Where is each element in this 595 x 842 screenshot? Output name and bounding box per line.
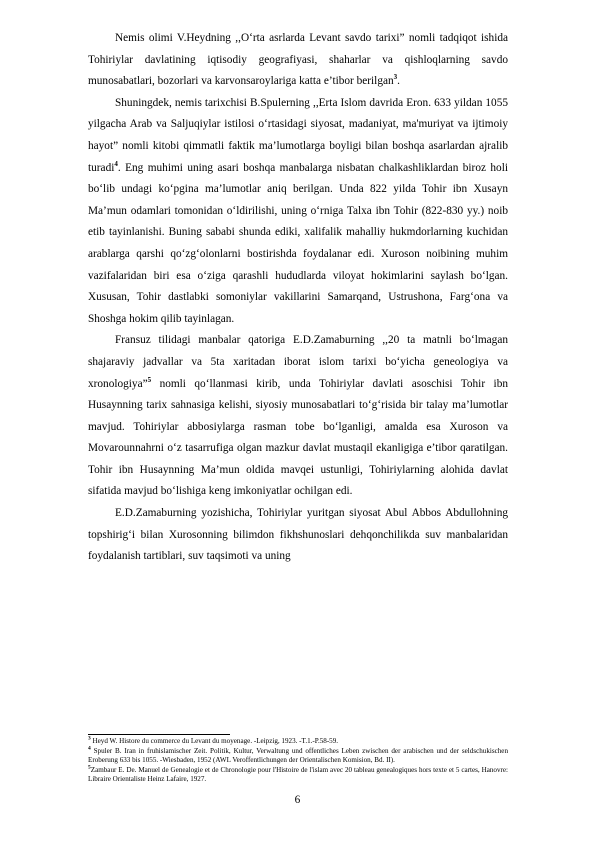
footnotes	[88, 737, 508, 785]
footnote-mark: 5	[88, 764, 91, 771]
footnote-3	[88, 737, 508, 746]
paragraph-text: . Eng muhimi uning asari boshqa manbalarga nisbatan chalkashliklardan biroz holi boʻlib undagi koʻpgina ma’lumotlar aniq berilgan. Unda 822 yilda Tohir ibn Xusayn Ma’mun odamlari tomonidan oʻldirilishi, uning oʻrniga Talxa ibn Tohir (822-830 yy.) noib etib tayinlanishi. Buning sababi shunda ediki, xalifalik mahalliy hukmdorlarning kuchidan arablarga qarshi qoʻzgʻolonlarni bostirishda foydalanar edi. Xuroson noibining muhim vazifalaridan biri esa oʻziga qarashli hududlarda viloyat hokimlarini saylash boʻlgan. Xususan, Tohir dastlabki somoniylar vakillarini Samarqand, Ustrushona, Fargʻona va Shoshga hokim qilib tayinlagan.	[88, 161, 508, 325]
page-number: 6	[294, 794, 301, 806]
footnote-4	[88, 747, 508, 766]
footnote-text: Zambaur E. De. Manuel de Genealogie et de Chronologie pour l'Histoire de l'islam avec 20 tableau genealogiques hors texte et 5 cartes, Hanovre: Libraire Orientaliste Heinz Lafaire, 1927.	[88, 766, 508, 784]
paragraph-text: Nemis olimi V.Heydning ,,Oʻrta asrlarda Levant savdo tarixi” nomli tadqiqot ishida Tohiriylar davlatining iqtisodiy geografiyasi, shaharlar va qishloqlarning savdo munosabatlari, bozorlari va karvonsaroylariga katta e’tibor berilgan	[88, 32, 508, 88]
paragraph-heyd	[88, 28, 508, 93]
paragraph-text: Fransuz tilidagi manbalar qatoriga E.D.Zamaburning ,,20 ta matnli boʻlmagan shajaraviy jadvallar va 5ta xaritadan iborat islom tarixi boʻyicha geneologiya va xronologiya”	[88, 334, 508, 390]
paragraph-zambaur-continued	[88, 503, 508, 568]
paragraph-text: .	[397, 75, 400, 88]
footnote-mark: 4	[88, 745, 91, 752]
footnote-mark: 3	[88, 735, 91, 742]
paragraph-text: Shuningdek, nemis tarixchisi B.Spulerning ,,Erta Islom davrida Eron. 633 yildan 1055 yilgacha Arab va Saljuqiylar istilosi oʻrtasidagi siyosat, madaniyat, ma'muriyat va ijtimoiy hayot” nomli kitobi qimmatli faktik ma’lumotlarga boyligi bilan boshqa asarlardan ajralib turadi	[88, 96, 508, 174]
paragraph-text: nomli qoʻllanmasi kirib, unda Tohiriylar davlati asoschisi Tohir ibn Husaynning tarix sahnasiga kelishi, siyosiy munosabatlari toʻgʻrisida bir talay ma’lumotlar mavjud. Tohiriylar abbosiylarga rasman tobe boʻlganligi, amalda esa Xuroson va Movarounnahrni oʻz tasarrufiga olgan mazkur davlat mustaqil ekanligiga e’tibor qaratilgan. Tohir ibn Husaynning Ma’mun oldida mavqei ustunligi, Tohiriylarning alohida davlat sifatida mavjud boʻlishiga keng imkoniyatlar ochilgan edi.	[88, 377, 508, 498]
paragraph-text: E.D.Zamaburning yozishicha, Tohiriylar yuritgan siyosat Abul Abbos Abdullohning topshirigʻi bilan Xurosonning bilimdon fikhshunoslari dehqonchilikda suv manbalaridan foydalanish tartiblari, suv taqsimoti va uning	[88, 507, 508, 563]
footnote-text: Spuler B. Iran in fruhislamischer Zeit. Politik, Kultur, Verwaltung und offentliches Leben zwischen der arabischen und der seldschukischen Eroberung 633 bis 1055. -Wiesbaden, 1952 (AWL Veroffentlichungen der Orientalischen Komision, Bd. II).	[88, 746, 508, 765]
paragraph-zambaur	[88, 330, 508, 503]
footnote-separator	[88, 734, 230, 735]
footnote-ref-4: 4	[114, 159, 118, 168]
paragraph-spuler	[88, 93, 508, 331]
footnote-5	[88, 766, 508, 785]
body-text	[88, 28, 508, 568]
footnote-ref-3: 3	[393, 73, 398, 82]
footnote-text: Heyd W. Histore du commerce du Levant du moyenage. -Leipzig, 1923. -T.1.-P.58-59.	[90, 737, 339, 745]
footnote-ref-5: 5	[147, 375, 152, 384]
